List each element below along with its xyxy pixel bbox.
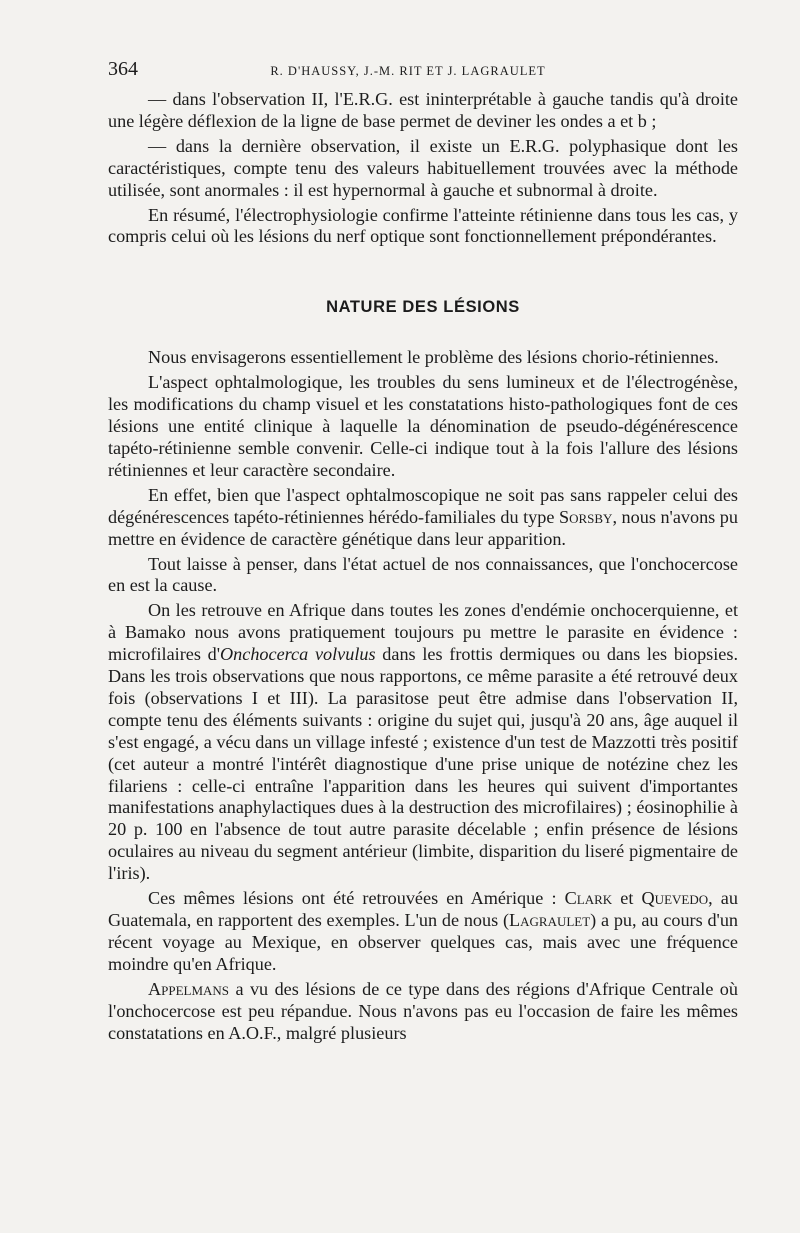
text-run: On les retrouve en Afrique dans toutes les zones d'endémie onchocerquienne, et à Bamako nous avons pratiquement toujours pu mettre le parasite en évidence : microfilaires d' [108,600,738,665]
paragraph-america [108,888,738,976]
text-run: ) a pu, au cours d'un récent voyage au Mexique, en observer quelques cas, mais avec une fréquence moindre qu'en Afrique. [108,910,739,974]
text-run: , nous n'avons pu mettre en évidence de caractère génétique dans leur apparition. [108,506,738,549]
text-run: dans les frottis dermiques ou dans les biopsies. Dans les trois observations que nous rapportons, ce même parasite a été retrouvé deux fois (observations I et III). La parasitose peut être admise dans l'observation II, compte tenu des éléments suivants : origine du sujet qui, jusqu'à 20 ans, âge auquel il s'est engagé, a vécu dans un village infesté ; existence d'un test de Mazzotti très positif (cet auteur a montré l'intérêt diagnostique d'une prise unique de notézine chez les filariens : celle-ci entraîne l'apparition dans les heures qui suivent d'importantes manifestations anaphylactiques dues à la destruction des microfilaires) ; éosinophilie à 20 p. 100 en l'absence de tout autre parasite décelable ; enfin présence de lésions oculaires au niveau du segment antérieur (limbite, disparition du liseré pigmentaire de l'iris). [108,644,738,884]
author-name-appelmans: Appelmans [148,978,230,999]
paragraph-central-africa [108,979,738,1045]
paragraph-summary: En résumé, l'électrophysiologie confirme l'atteinte rétinienne dans tous les cas, y compris celui où les lésions du nerf optique sont fonctionnellement prépondérantes. [108,204,738,247]
paragraph-africa [108,600,738,885]
text-run: En effet, bien que l'aspect ophtalmoscopique ne soit pas sans rappeler celui des dégénérescences tapéto-rétiniennes hérédo-familiales du type [108,484,738,527]
species-name: Onchocerca volvulus [220,644,376,665]
paragraph-cause: Tout laisse à penser, dans l'état actuel de nos connaissances, que l'onchocercose en est la cause. [108,553,738,596]
author-name-quevedo: Quevedo [641,888,709,909]
author-name-clark: Clark [564,888,613,909]
paragraph-obs-iii: — dans la dernière observation, il existe un E.R.G. polyphasique dont les caractéristiques, compte tenu des valeurs habituellement trouvées avec la méthode utilisée, sont anormales : il est hypernormal à gauche et subnormal à droite. [108,135,738,200]
text-run: Ces mêmes lésions ont été retrouvées en Amérique : [148,888,565,909]
paragraph-aspect: L'aspect ophtalmologique, les troubles du sens lumineux et de l'électrogénèse, les modifications du champ visuel et les constatations histo-pathologiques font de ces lésions une entité clinique à laquelle la dénomination de pseudo-dégénérescence tapéto-rétinienne semble convenir. Celle-ci indique tout à la fois l'allure des lésions rétiniennes et leur caractère secondaire. [108,372,738,480]
paragraph-intro: Nous envisagerons essentiellement le problème des lésions chorio-rétiniennes. [148,347,719,368]
text-run: a vu des lésions de ce type dans des régions d'Afrique Centrale où l'onchocercose est peu répandue. Nous n'avons pas eu l'occasion de faire les mêmes constatations en A.O.F., malgré plusieurs [108,978,738,1043]
section-title: NATURE DES LÉSIONS [326,298,520,317]
running-head-authors: R. D'HAUSSY, J.-M. RIT ET J. LAGRAULET [270,64,546,78]
paragraph-obs-ii: — dans l'observation II, l'E.R.G. est ininterprétable à gauche tandis qu'à droite une légère déflexion de la ligne de base permet de deviner les ondes a et b ; [108,89,738,131]
paragraph-genetic [108,485,738,551]
text-run: et [612,888,642,909]
running-head [108,58,738,81]
page-number: 364 [108,58,138,80]
author-name-sorsby: Sorsby [558,506,613,527]
text-run: , au Guatemala, en rapportent des exemples. L'un de nous ( [108,888,738,930]
author-name-lagraulet: Lagraulet [509,910,591,930]
